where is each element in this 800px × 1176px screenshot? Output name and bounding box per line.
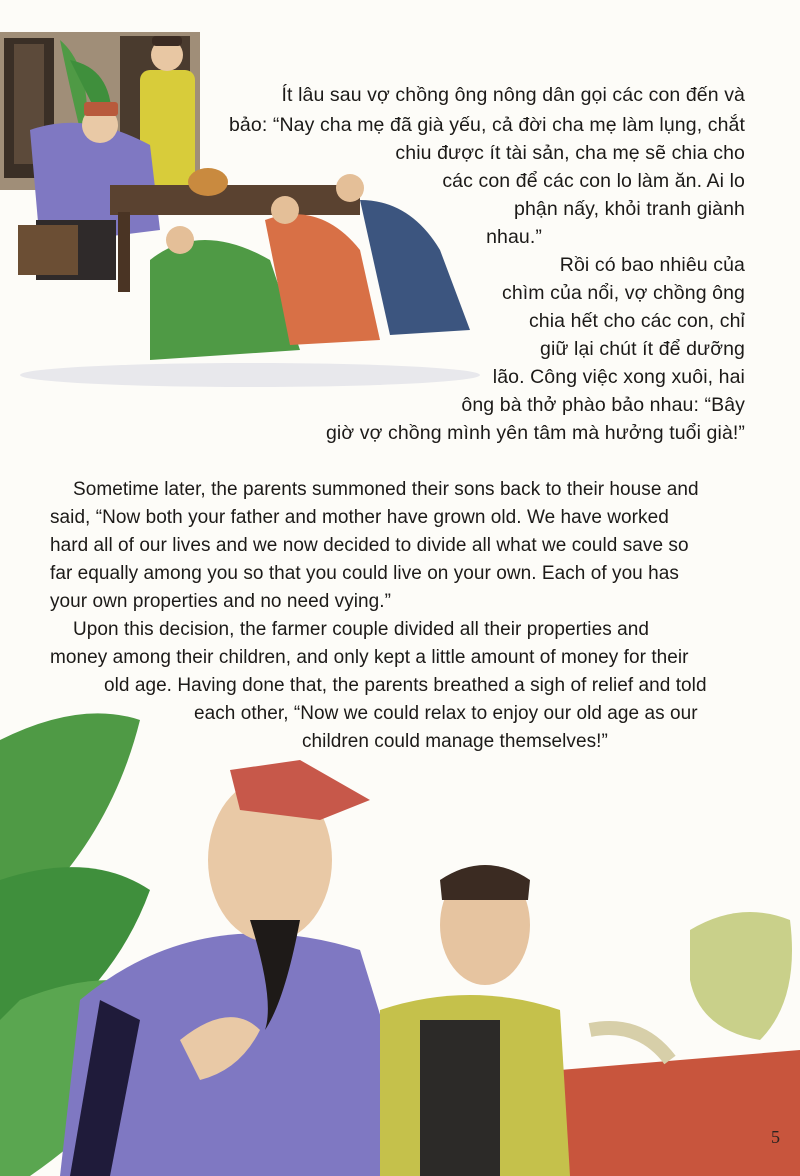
vi-line: các con để các con lo làm ăn. Ai lo	[442, 170, 745, 192]
vi-line: ông bà thở phào bảo nhau: “Bây	[461, 394, 745, 416]
en-line: hard all of our lives and we now decided to divide all what we could save so	[50, 535, 689, 556]
en-line: your own properties and no need vying.”	[50, 591, 391, 612]
vi-line: Rồi có bao nhiêu của	[559, 254, 745, 276]
en-line: Sometime later, the parents summoned their sons back to their house and	[73, 479, 699, 500]
vi-line: chiu được ít tài sản, cha mẹ sẽ chia cho	[395, 142, 745, 164]
vi-line: giữ lại chút ít để dưỡng	[540, 338, 745, 360]
en-line: money among their children, and only kept a little amount of money for their	[50, 647, 689, 668]
vi-line: chìm của nổi, vợ chồng ông	[501, 282, 745, 304]
vi-line: giờ vợ chồng mình yên tâm mà hưởng tuổi già!”	[325, 422, 745, 444]
parents-illustration	[0, 700, 800, 1176]
en-line: children could manage themselves!”	[302, 731, 608, 752]
vi-line: phận nấy, khỏi tranh giành	[514, 198, 745, 220]
vi-line: Ít lâu sau vợ chồng ông nông dân gọi các con đến và	[281, 84, 745, 106]
vi-line: bảo: “Nay cha mẹ đã già yếu, cả đời cha mẹ làm lụng, chắt	[228, 114, 745, 136]
vi-line: chia hết cho các con, chỉ	[528, 310, 745, 332]
vi-line: lão. Công việc xong xuôi, hai	[492, 366, 745, 388]
en-line: far equally among you so that you could live on your own. Each of you has	[50, 563, 679, 584]
vi-line: nhau.”	[486, 226, 542, 248]
en-line: said, “Now both your father and mother have grown old. We have worked	[50, 507, 669, 528]
page-number: 5	[771, 1127, 780, 1147]
en-line: each other, “Now we could relax to enjoy our old age as our	[194, 703, 698, 724]
en-line: Upon this decision, the farmer couple divided all their properties and	[73, 619, 649, 640]
en-line: old age. Having done that, the parents breathed a sigh of relief and told	[104, 675, 707, 696]
